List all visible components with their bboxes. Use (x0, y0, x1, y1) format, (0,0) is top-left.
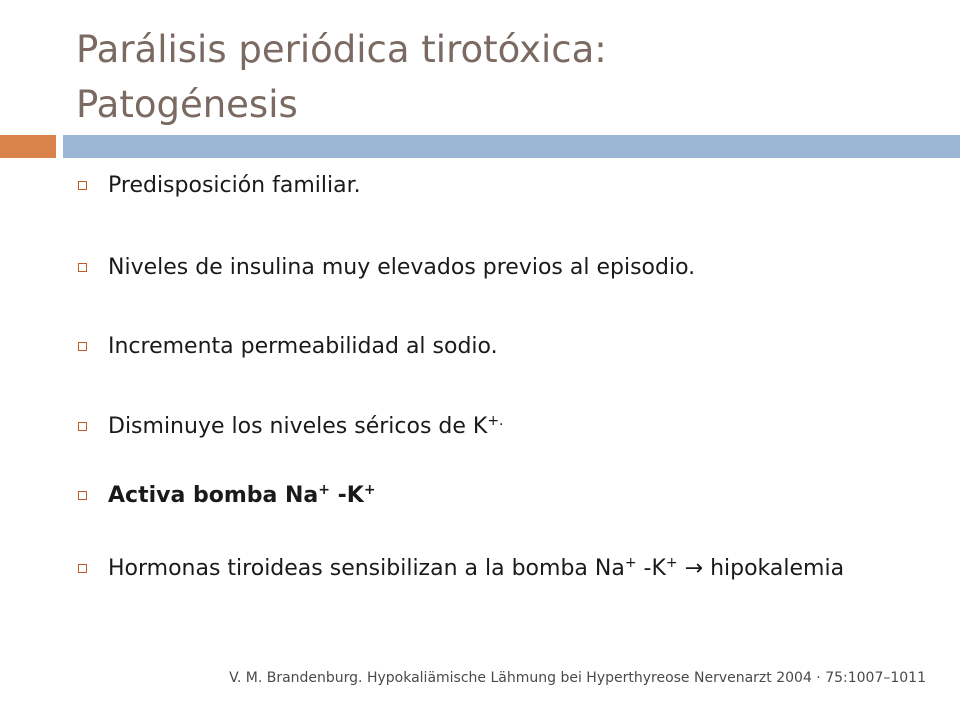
bullet-text-part: Hormonas tiroideas sensibilizan a la bomba Na (108, 556, 625, 581)
square-bullet-icon (78, 422, 87, 431)
square-bullet-icon (78, 181, 87, 190)
slide-title (76, 22, 936, 132)
bullet-item (76, 254, 916, 282)
superscript: + (624, 555, 637, 571)
superscript: + (363, 482, 376, 498)
bullet-text-main: Disminuye los niveles séricos de K (108, 414, 488, 439)
bullet-text-part: -K (636, 556, 666, 581)
superscript: + (665, 555, 678, 571)
square-bullet-icon (78, 263, 87, 272)
bullet-text (108, 555, 868, 583)
bullet-text-part: Activa bomba Na (108, 483, 319, 508)
accent-bar (0, 135, 56, 158)
bullet-text-part: -K (330, 483, 364, 508)
bullet-text: Predisposición familiar. (108, 173, 361, 198)
bullet-item (76, 482, 916, 510)
bullet-item (76, 555, 916, 583)
square-bullet-icon (78, 491, 87, 500)
bullet-text-part: → hipokalemia (677, 556, 845, 581)
bullet-text: Incrementa permeabilidad al sodio. (108, 334, 498, 359)
bullet-text: Niveles de insulina muy elevados previos al episodio. (108, 255, 696, 280)
superscript: +. (487, 413, 504, 429)
bullet-item (76, 333, 916, 361)
bullet-text (108, 482, 916, 510)
title-line-1: Parálisis periódica tirotóxica: (76, 28, 607, 71)
bullet-item (76, 413, 916, 441)
title-line-2: Patogénesis (76, 83, 298, 126)
bullet-item (76, 172, 916, 200)
title-underline-band (63, 135, 960, 158)
square-bullet-icon (78, 342, 87, 351)
superscript: + (318, 482, 331, 498)
citation: V. M. Brandenburg. Hypokaliämische Lähmung bei Hyperthyreose Nervenarzt 2004 · 75:1007–1011 (229, 670, 926, 686)
square-bullet-icon (78, 564, 87, 573)
bullet-text (108, 413, 916, 441)
